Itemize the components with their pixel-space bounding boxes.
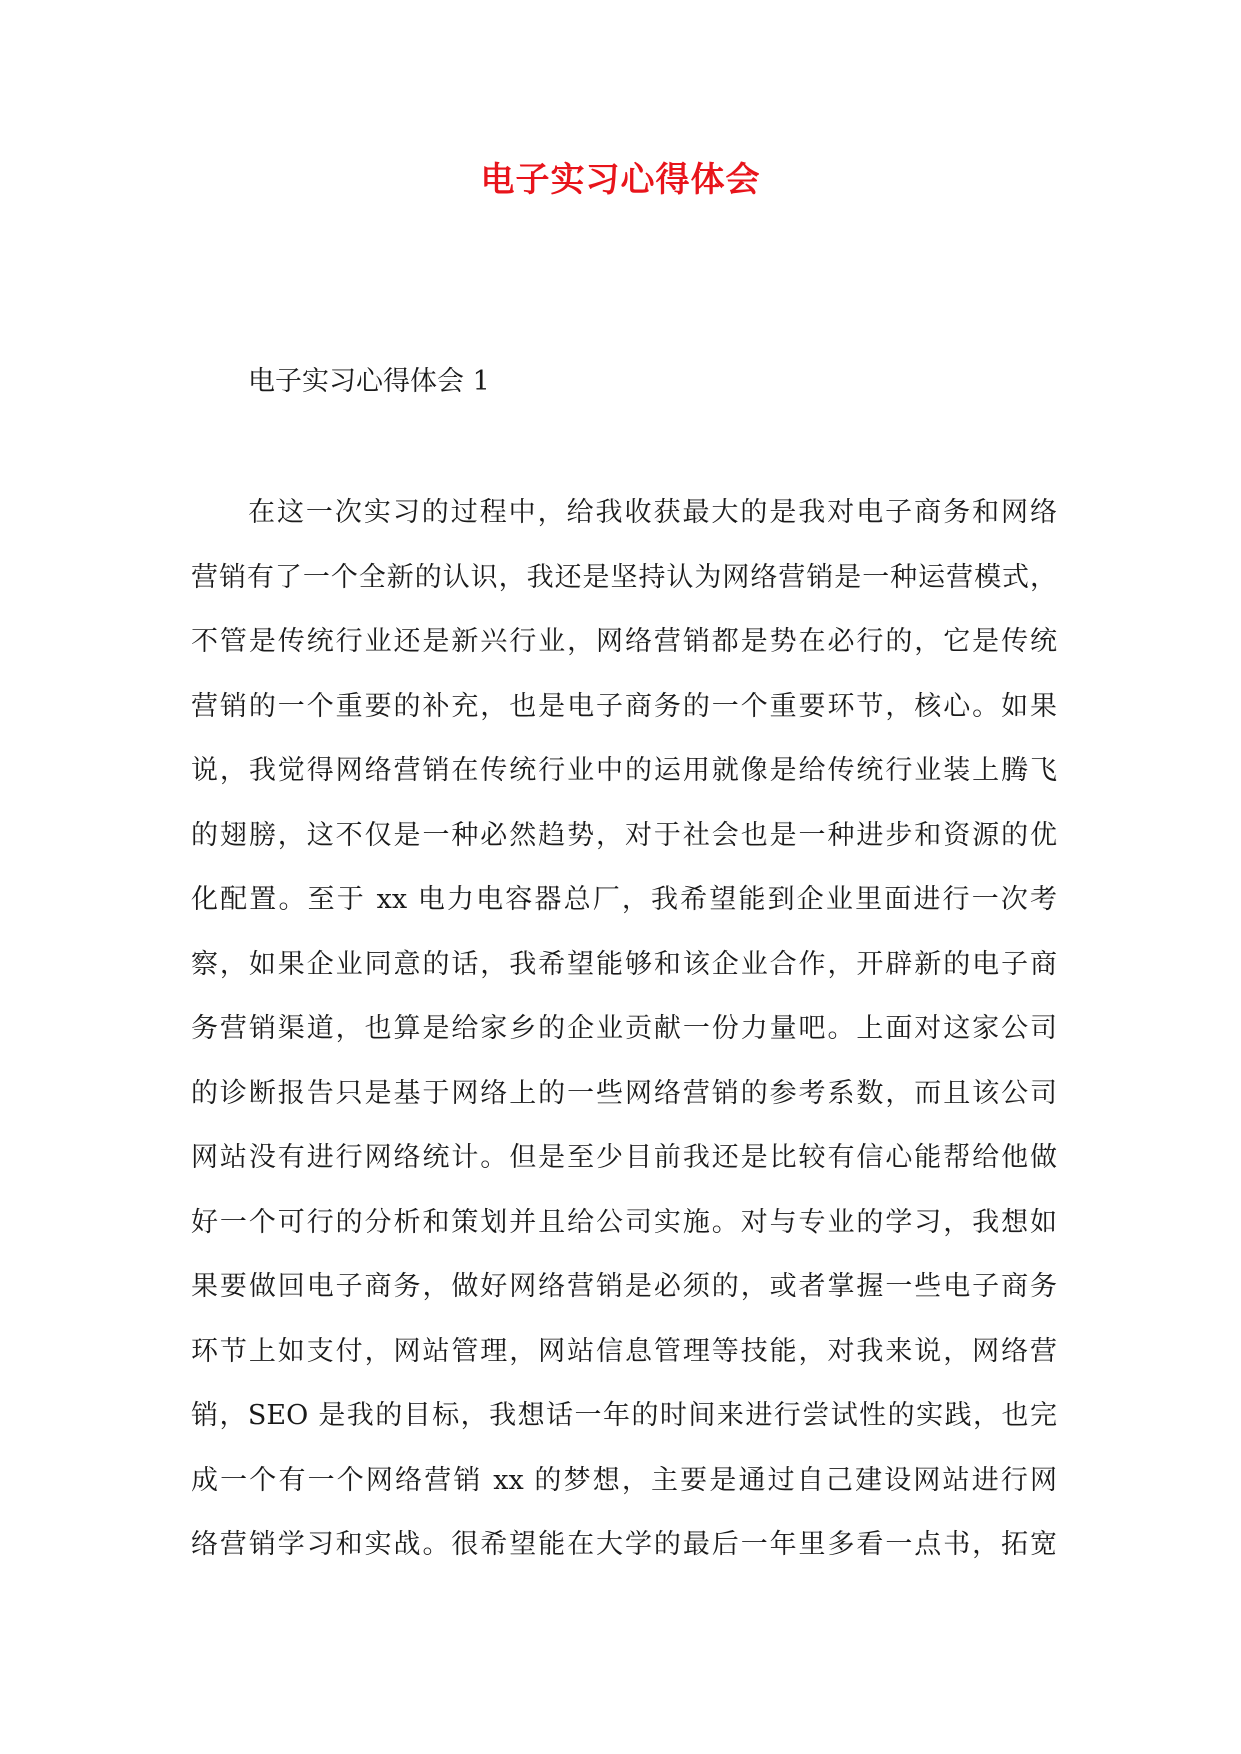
paragraph-line: 的诊断报告只是基于网络上的一些网络营销的参考系数，而且该公司: [191, 1077, 1057, 1109]
paragraph-line: 在这一次实习的过程中，给我收获最大的是我对电子商务和网络: [248, 497, 1057, 528]
body-paragraph: [191, 481, 1057, 1578]
paragraph-line: 销，SEO 是我的目标，我想话一年的时间来进行尝试性的实践，也完: [191, 1400, 1057, 1431]
paragraph-line: 成一个有一个网络营销 xx 的梦想，主要是通过自己建设网站进行网: [191, 1464, 1057, 1496]
paragraph-line: 察，如果企业同意的话，我希望能够和该企业合作，开辟新的电子商: [191, 948, 1057, 980]
paragraph-line: 环节上如支付，网站管理，网站信息管理等技能，对我来说，网络营: [191, 1335, 1057, 1367]
document-title: 电子实习心得体会: [480, 160, 761, 200]
paragraph-line: 的翅膀，这不仅是一种必然趋势，对于社会也是一种进步和资源的优: [191, 819, 1057, 851]
paragraph-line: 营销的一个重要的补充，也是电子商务的一个重要环节，核心。如果: [191, 690, 1057, 722]
paragraph-line: 不管是传统行业还是新兴行业，网络营销都是势在必行的，它是传统: [191, 626, 1057, 657]
paragraph-line: 说，我觉得网络营销在传统行业中的运用就像是给传统行业装上腾飞: [191, 755, 1057, 786]
paragraph-line: 化配置。至于 xx 电力电容器总厂，我希望能到企业里面进行一次考: [191, 884, 1057, 915]
paragraph-line: 好一个可行的分析和策划并且给公司实施。对与专业的学习，我想如: [191, 1206, 1057, 1238]
section-heading: 电子实习心得体会 1: [248, 366, 490, 397]
paragraph-line: 务营销渠道，也算是给家乡的企业贡献一份力量吧。上面对这家公司: [191, 1013, 1057, 1044]
paragraph-line: 络营销学习和实战。很希望能在大学的最后一年里多看一点书，拓宽: [191, 1529, 1057, 1560]
paragraph-line: 网站没有进行网络统计。但是至少目前我还是比较有信心能帮给他做: [191, 1142, 1057, 1173]
paragraph-line: 果要做回电子商务，做好网络营销是必须的，或者掌握一些电子商务: [191, 1271, 1057, 1302]
paragraph-line: 营销有了一个全新的认识，我还是坚持认为网络营销是一种运营模式，: [191, 561, 1057, 593]
